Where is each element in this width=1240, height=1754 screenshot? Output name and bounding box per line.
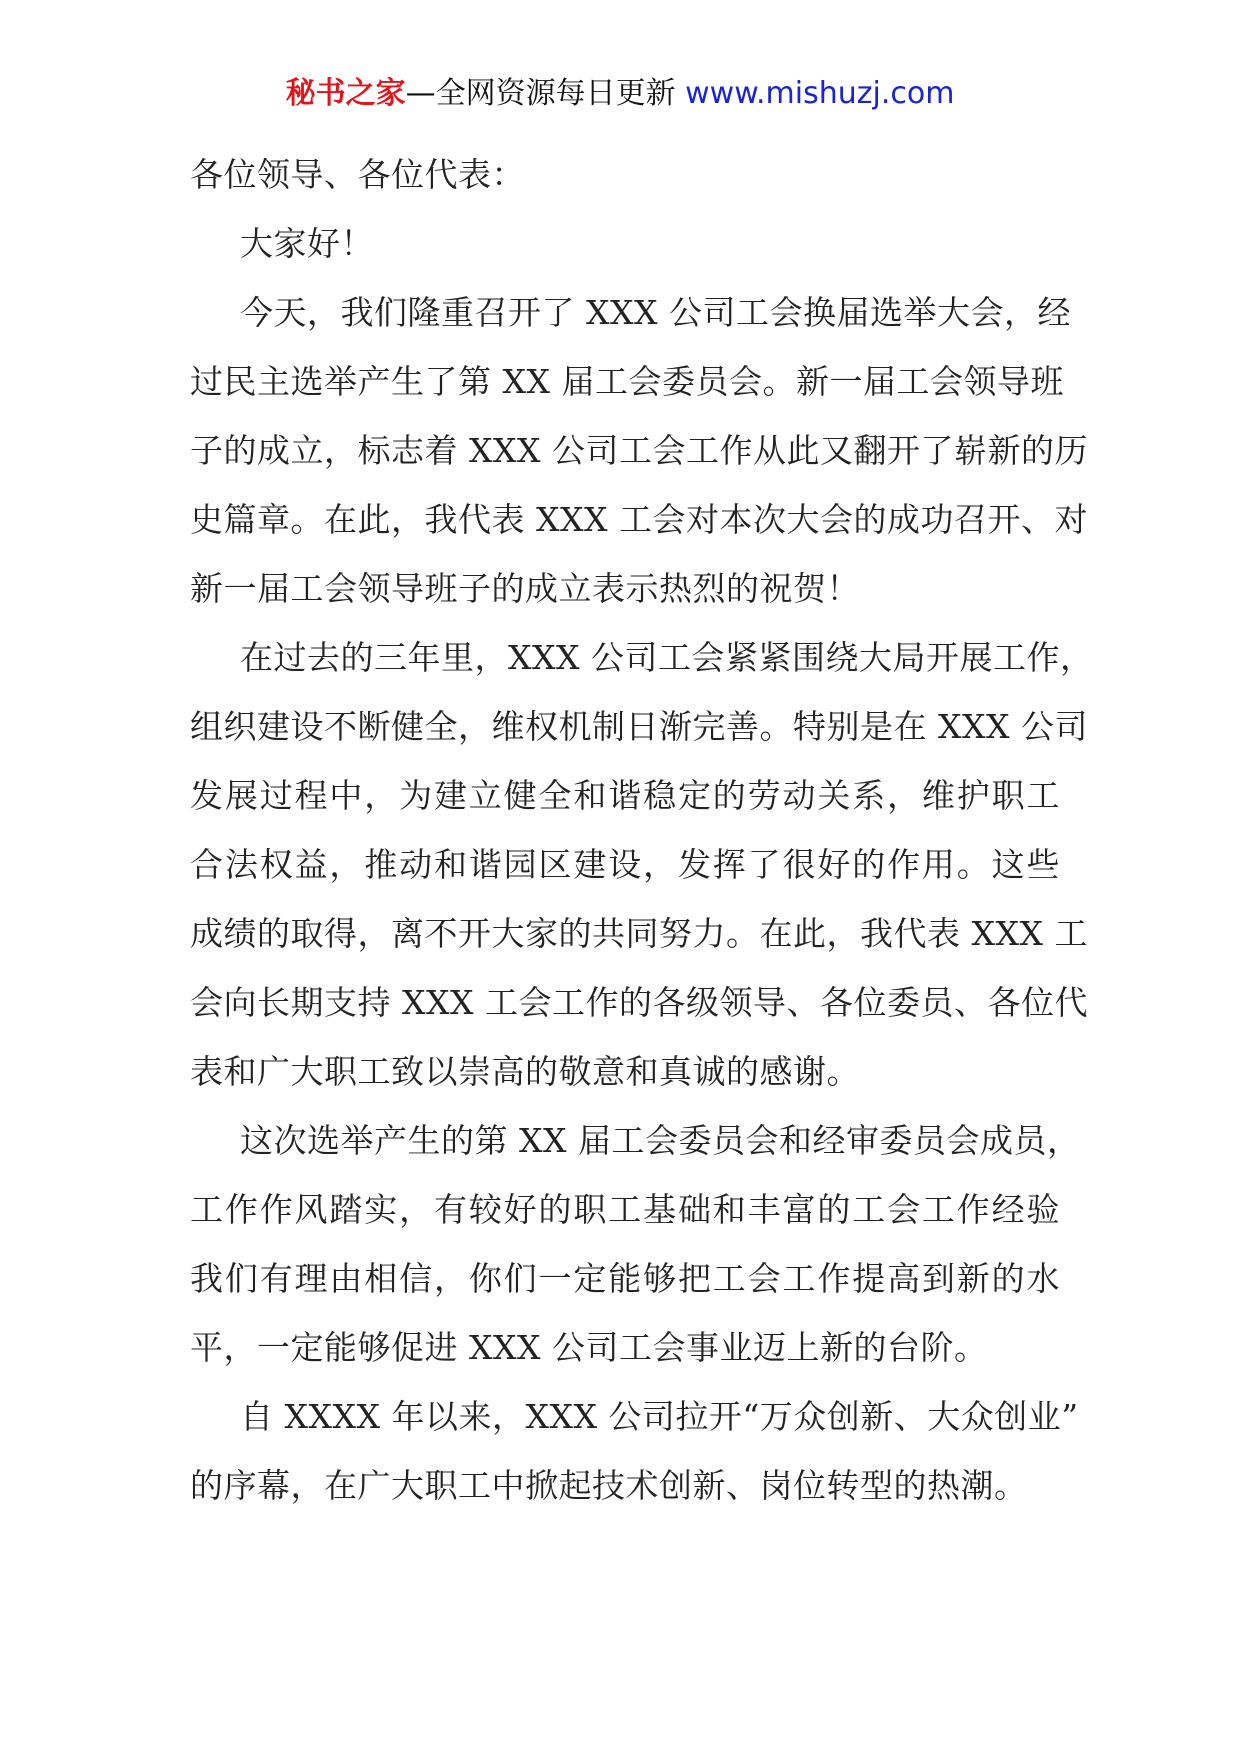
paragraph-line: 史篇章。在此，我代表 XXX 工会对本次大会的成功召开、对 [190, 500, 1088, 539]
paragraph-line: 的序幕，在广大职工中掀起技术创新、岗位转型的热潮。 [190, 1466, 1028, 1505]
paragraph-line: 合法权益，推动和谐园区建设，发挥了很好的作用。这些 [190, 845, 1060, 884]
site-url-link[interactable]: www.mishuzj.com [685, 76, 955, 111]
paragraph-line: 表和广大职工致以崇高的敬意和真诚的感谢。 [190, 1052, 860, 1091]
paragraph-line: 子的成立，标志着 XXX 公司工会工作从此又翻开了崭新的历 [190, 431, 1088, 470]
paragraph-line: 工作作风踏实，有较好的职工基础和丰富的工会工作经验 [190, 1190, 1060, 1229]
paragraph-line: 在过去的三年里，XXX 公司工会紧紧围绕大局开展工作， [240, 638, 1094, 677]
paragraph-line: 平，一定能够促进 XXX 公司工会事业迈上新的台阶。 [190, 1328, 988, 1367]
paragraph-line: 我们有理由相信，你们一定能够把工会工作提高到新的水 [190, 1259, 1060, 1298]
paragraph-line: 会向长期支持 XXX 工会工作的各级领导、各位委员、各位代 [190, 983, 1088, 1022]
greeting-line: 大家好！ [240, 224, 374, 263]
site-tagline: —全网资源每日更新 [405, 76, 676, 111]
paragraph-line: 组织建设不断健全，维权机制日渐完善。特别是在 XXX 公司 [190, 707, 1088, 746]
paragraph-line: 过民主选举产生了第 XX 届工会委员会。新一届工会领导班 [190, 362, 1064, 401]
paragraph-line: 这次选举产生的第 XX 届工会委员会和经审委员会成员， [240, 1121, 1081, 1160]
paragraph-line: 自 XXXX 年以来，XXX 公司拉开“万众创新、大众创业” [240, 1397, 1079, 1436]
speech-body [190, 140, 1094, 1520]
salutation-line: 各位领导、各位代表： [190, 155, 525, 194]
paragraph-line: 成绩的取得，离不开大家的共同努力。在此，我代表 XXX 工 [190, 914, 1088, 953]
paragraph-line: 发展过程中，为建立健全和谐稳定的劳动关系，维护职工 [190, 776, 1060, 815]
site-header [0, 72, 1240, 116]
paragraph-line: 今天，我们隆重召开了 XXX 公司工会换届选举大会，经 [240, 293, 1071, 332]
site-brand: 秘书之家 [285, 76, 406, 111]
paragraph-line: 新一届工会领导班子的成立表示热烈的祝贺！ [190, 569, 860, 608]
